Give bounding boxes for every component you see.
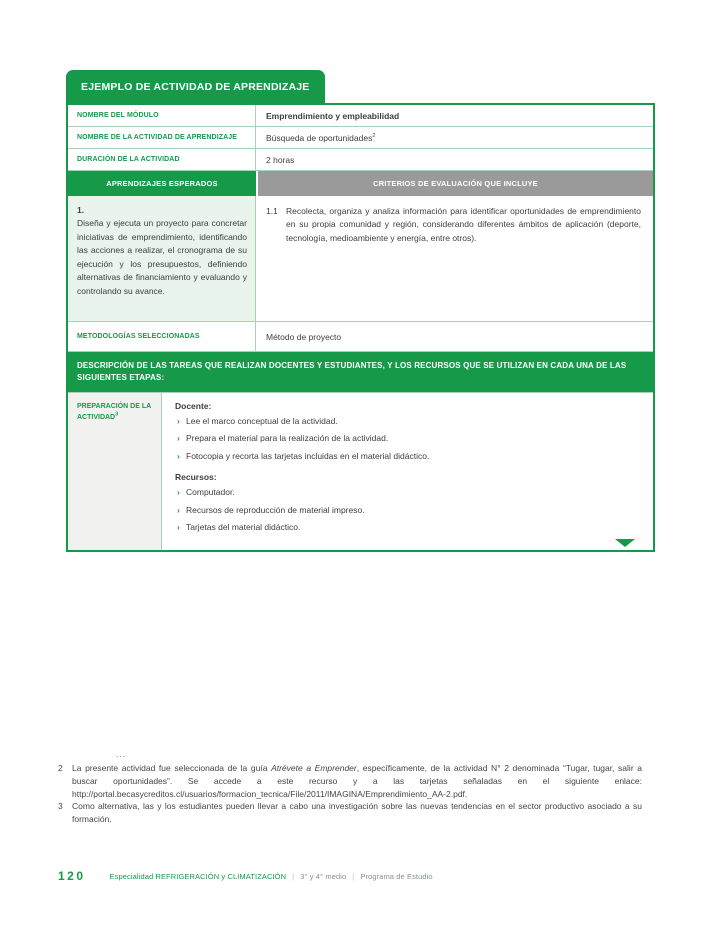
- list-item-text: Recursos de reproducción de material impreso.: [186, 504, 365, 515]
- footnote-text: Como alternativa, las y los estudiantes pueden llevar a cabo una investigación sobre las nuevas tendencias en el sector productivo asociado a su formación.: [72, 801, 642, 824]
- table-row-activity-name: [68, 127, 653, 149]
- row-value: [256, 322, 653, 351]
- footer-separator: |: [292, 871, 295, 881]
- row-value: [256, 105, 653, 126]
- bullet-icon: ›: [177, 433, 180, 444]
- expected-learning-cell: [68, 196, 256, 321]
- learning-content-row: [68, 196, 653, 322]
- expected-learning-header: APRENDIZAJES ESPERADOS: [68, 171, 256, 196]
- bullet-icon: ›: [177, 522, 180, 533]
- duration-value: 2 horas: [266, 154, 295, 165]
- table-row-methodology: [68, 322, 653, 352]
- row-value: [256, 127, 653, 148]
- activity-document: [66, 70, 655, 552]
- expected-learning-text: Diseña y ejecuta un proyecto para concretar iniciativas de emprendimiento, identificando las acciones a realizar, el cronograma de su ejecución y los presupuestos, definiendo alternativas de financiamiento y evaluando y controlando su avance.: [77, 218, 247, 296]
- list-item: [175, 505, 639, 516]
- bullet-icon: ›: [177, 487, 180, 498]
- footnote-text: La presente actividad fue seleccionada de la guía Atrévete a Emprender, específicamente, de la actividad N° 2 denominada “Tugar, tugar, salir a buscar oportunidades”. Se accede a este recurso y a las tarjetas señaladas en el siguiente enlace: http://portal.becasycreditos.cl/usuarios/formacion_tecnica/File/2011/IMAGINA/Emprendimiento_AA-2.pdf.: [72, 763, 642, 799]
- footnote-ellipsis: ...: [116, 749, 127, 759]
- footnote-2: [58, 762, 642, 800]
- list-item-text: Lee el marco conceptual de la actividad.: [186, 415, 338, 426]
- guide-title-italic: Atrévete a Emprender: [271, 763, 357, 773]
- bullet-icon: ›: [177, 450, 180, 461]
- activity-name-value: Búsqueda de oportunidades$^2$: [266, 132, 376, 143]
- list-item: [175, 487, 639, 498]
- preparation-content: [162, 393, 653, 550]
- section-header-title: EJEMPLO DE ACTIVIDAD DE APRENDIZAJE: [81, 81, 310, 93]
- list-item-text: Computador.: [186, 487, 235, 498]
- list-item: [175, 451, 639, 462]
- footnote-3: [58, 800, 642, 826]
- methodology-value: Método de proyecto: [266, 331, 342, 342]
- resource-url-link[interactable]: http://portal.becasycreditos.cl/usuarios/formacion_tecnica/File/2011/IMAGINA/Emprendimiento_AA-2.pdf.: [72, 788, 468, 799]
- docente-title: Docente:: [175, 400, 212, 411]
- page-footer: [58, 869, 642, 883]
- tasks-description-band: DESCRIPCIÓN DE LAS TAREAS QUE REALIZAN DOCENTES Y ESTUDIANTES, Y LOS RECURSOS QUE SE UTILIZAN EN CADA UNA DE LAS SIGUIENTES ETAPAS:: [68, 352, 653, 393]
- criteria-text: Recolecta, organiza y analiza información para identificar oportunidades de emprendimiento en su propia comunidad y región, considerando diferentes ámbitos de aplicación (deporte, tecnología, medioambiente y energía, entre otros).: [286, 206, 641, 243]
- row-value: [256, 149, 653, 170]
- continuation-arrow-icon: [615, 539, 635, 547]
- list-item-text: Tarjetas del material didáctico.: [186, 522, 301, 533]
- recursos-title: Recursos:: [175, 472, 217, 483]
- list-item: [175, 522, 639, 533]
- bullet-icon: ›: [177, 504, 180, 515]
- row-label: NOMBRE DEL MÓDULO: [68, 105, 256, 126]
- footnote-ref-3: 3: [115, 411, 119, 418]
- evaluation-criteria-header: CRITERIOS DE EVALUACIÓN QUE INCLUYE: [256, 171, 653, 196]
- learning-headers-row: [68, 171, 653, 196]
- footnote-number: 3: [58, 801, 63, 812]
- bullet-icon: ›: [177, 415, 180, 426]
- page-number: 120: [58, 869, 86, 883]
- section-header-tab: [66, 70, 325, 103]
- table-row-module-name: [68, 105, 653, 127]
- expected-learning-number: 1.: [77, 205, 85, 215]
- list-item: [175, 416, 639, 427]
- row-label: METODOLOGÍAS SELECCIONADAS: [68, 322, 256, 351]
- module-name-value: Emprendimiento y empleabilidad: [266, 110, 400, 121]
- footer-program: Programa de Estudio: [360, 871, 433, 881]
- table-row-duration: [68, 149, 653, 171]
- footer-specialty: Especialidad REFRIGERACIÓN y CLIMATIZACIÓN: [109, 871, 287, 881]
- preparation-row: [68, 393, 653, 550]
- footnote-ref-2: 2: [372, 132, 376, 139]
- list-item-text: Fotocopia y recorta las tarjetas incluidas en el material didáctico.: [186, 450, 430, 461]
- row-label: DURACIÓN DE LA ACTIVIDAD: [68, 149, 256, 170]
- activity-table: [66, 103, 655, 552]
- row-label: NOMBRE DE LA ACTIVIDAD DE APRENDIZAJE: [68, 127, 256, 148]
- preparation-stage-label: PREPARACIÓN DE LA ACTIVIDAD$^3$: [68, 393, 162, 550]
- criteria-number: 1.1: [266, 206, 278, 216]
- list-item: [175, 433, 639, 444]
- list-item-text: Prepara el material para la realización de la actividad.: [186, 433, 389, 444]
- footnotes: [58, 749, 642, 826]
- footer-separator: |: [352, 871, 355, 881]
- footnote-number: 2: [58, 763, 63, 773]
- footer-text: [110, 872, 433, 881]
- footer-grade: 3° y 4° medio: [300, 871, 347, 881]
- evaluation-criteria-cell: [256, 196, 653, 321]
